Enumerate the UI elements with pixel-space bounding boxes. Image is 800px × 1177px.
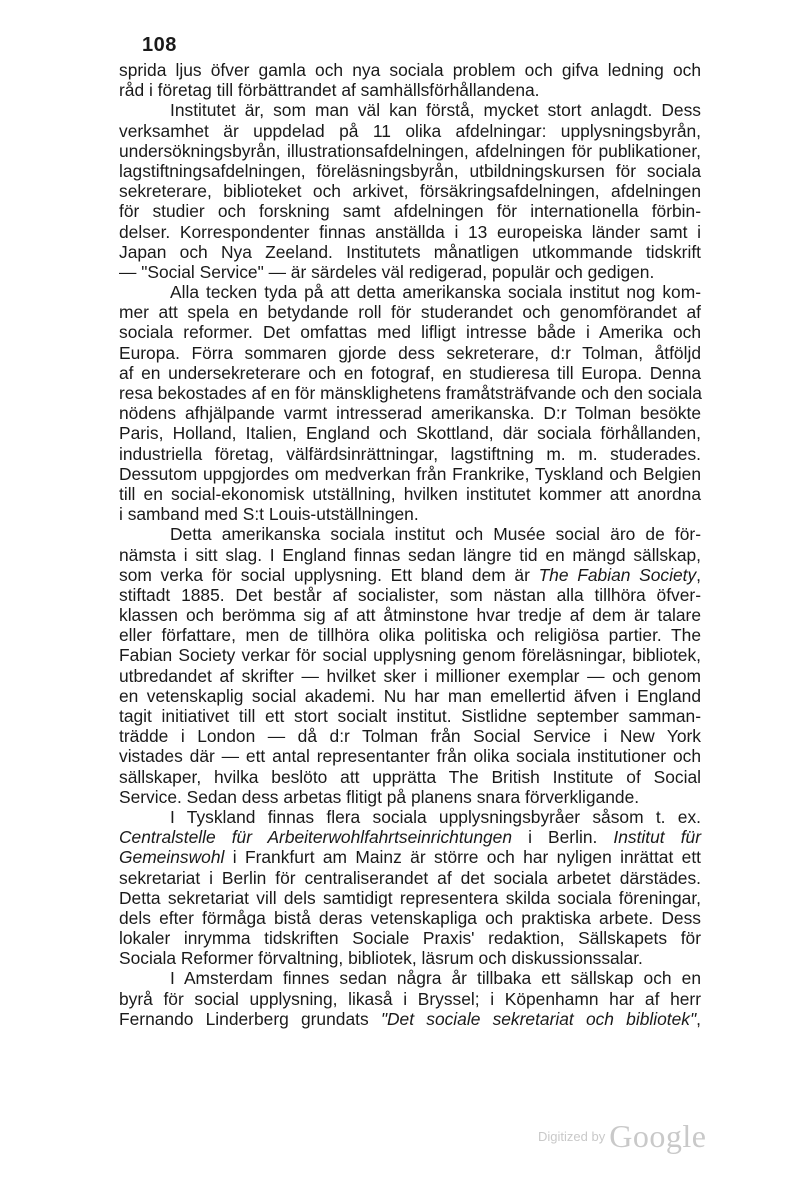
line-text: nämsta i sitt slag. I England finnas sedan längre tid en mängd sällskap, <box>119 544 701 565</box>
line-italic-text: "Det sociale sekretariat och bibliotek" <box>380 1008 697 1029</box>
line-text: råd i företag till förbättrandet af samhällsförhållandena. <box>119 80 540 101</box>
line-italic-text: The Fabian Society <box>538 564 697 585</box>
text-line <box>119 868 701 888</box>
text-line <box>119 282 701 302</box>
line-text: — "Social Service" — är särdeles väl redigerad, populär och gedigen. <box>119 261 655 282</box>
text-line <box>119 423 701 443</box>
line-text: sekreterare, biblioteket och arkivet, försäkringsafdelningen, afdelningen <box>119 181 701 202</box>
text-line <box>119 625 701 645</box>
line-text: Europa. Förra sommaren gjorde dess sekreterare, d:r Tolman, åtföljd <box>119 342 701 363</box>
line-text-after: , <box>696 564 701 585</box>
text-line <box>119 726 701 746</box>
text-line <box>119 343 701 363</box>
line-text: sällskaper, hvilka beslöto att upprätta The British Institute of Social <box>119 766 701 787</box>
line-text: I Amsterdam finnes sedan några år tillbaka ett sällskap och en <box>170 968 701 989</box>
text-line <box>119 767 701 787</box>
line-text: för studier och forskning samt afdelningen för internationella förbin- <box>119 201 701 222</box>
text-line <box>119 686 701 706</box>
line-text: Japan och Nya Zeeland. Institutets månatligen utkommande tidskrift <box>119 241 701 262</box>
text-line <box>119 645 701 665</box>
page-number: 108 <box>142 34 177 56</box>
line-text: resa bekostades af en för mänsklighetens framåtsträfvande och den sociala <box>119 383 702 403</box>
text-line <box>119 121 701 141</box>
text-line <box>119 262 701 282</box>
text-line <box>119 565 701 585</box>
text-line <box>119 403 701 423</box>
line-text-after: i Frankfurt am Mainz är större och har nyligen inrättat ett <box>224 847 701 868</box>
line-text: sekretariat i Berlin för centraliserandet af det sociala arbetet därstädes. <box>119 867 701 888</box>
text-line <box>119 545 701 565</box>
line-text: Detta sekretariat vill dels samtidigt representera skilda sociala föreningar, <box>119 887 701 908</box>
text-line <box>119 1009 701 1029</box>
line-text: sociala reformer. Det omfattas med lifligt intresse både i Amerika och <box>119 322 701 343</box>
line-text: Alla tecken tyda på att detta amerikanska sociala institut nog kom- <box>170 282 701 303</box>
line-text: verksamhet är uppdelad på 11 olika afdelningar: upplysningsbyrån, <box>119 120 701 141</box>
line-text: utbredandet af skrifter — hvilket sker i millioner exemplar — och genom <box>119 665 701 686</box>
line-text: delser. Korrespondenter finnas anställda i 13 europeiska länder samt i <box>119 221 701 242</box>
line-text: I Tyskland finnas flera sociala upplysningsbyråer såsom t. ex. <box>170 806 701 827</box>
line-text: klassen och berömma sig af att åtminstone hvar tredje af dem är talare <box>119 605 701 626</box>
line-text: trädde i London — då d:r Tolman från Social Service i New York <box>119 726 701 747</box>
text-line <box>119 464 701 484</box>
text-line <box>119 80 701 100</box>
line-text: industriella företag, välfärdsinrättningar, lagstiftning m. m. studerades. <box>119 443 701 464</box>
line-text: Fernando Linderberg grundats <box>119 1008 381 1029</box>
text-line <box>119 181 701 201</box>
text-line <box>119 807 701 827</box>
text-line <box>119 585 701 605</box>
text-line <box>119 141 701 161</box>
text-line <box>119 222 701 242</box>
line-text: vistades där — ett antal representanter från olika sociala institutioner och <box>119 746 701 767</box>
text-line <box>119 948 701 968</box>
line-text: Institutet är, som man väl kan förstå, mycket stort anlagdt. Dess <box>170 100 701 121</box>
line-text: mer att spela en betydande roll för studerandet och genomförandet af <box>119 302 701 323</box>
text-line <box>119 827 701 847</box>
line-text: undersökningsbyrån, illustrationsafdelningen, afdelningen för publikationer, <box>119 140 701 161</box>
line-text: Dessutom uppgjordes om medverkan från Frankrike, Tyskland och Belgien <box>119 463 701 484</box>
digitized-by-google-watermark <box>538 1118 718 1158</box>
line-text: i samband med S:t Louis-utställningen. <box>119 504 419 525</box>
line-text: lokaler inrymma tidskriften Sociale Praxis' redaktion, Sällskapets för <box>119 928 701 949</box>
text-line <box>119 363 701 383</box>
line-text: lagstiftningsafdelningen, föreläsningsbyrån, utbildningskursen för sociala <box>119 160 701 181</box>
watermark-prefix: Digitized by <box>538 1129 606 1144</box>
text-line <box>119 504 701 524</box>
line-text: af en undersekreterare och en fotograf, en studieresa till Europa. Denna <box>119 362 701 383</box>
line-text: till en social-ekonomisk utställning, hvilken institutet kommer att anordna <box>119 483 701 504</box>
line-text: Paris, Holland, Italien, England och Skottland, där sociala förhållanden, <box>119 423 701 444</box>
text-line <box>119 444 701 464</box>
text-line <box>119 908 701 928</box>
line-text: Sociala Reformer förvaltning, bibliotek, läsrum och diskussionssalar. <box>119 948 643 969</box>
line-text: tagit initiativet till ett stort socialt institut. Sistlidne september samman- <box>119 706 701 726</box>
text-line <box>119 888 701 908</box>
google-logo: Google <box>609 1118 707 1154</box>
text-line <box>119 100 701 120</box>
line-italic-text: Gemeinswohl <box>119 847 225 868</box>
text-line <box>119 524 701 544</box>
text-line <box>119 322 701 342</box>
line-text: dels efter förmåga bistå deras vetenskapliga och praktiska arbete. Dess <box>119 907 701 928</box>
text-line <box>119 928 701 948</box>
line-text: byrå för social upplysning, likaså i Bryssel; i Köpenhamn har af herr <box>119 988 701 1009</box>
text-line <box>119 847 701 867</box>
text-line <box>119 746 701 766</box>
text-line <box>119 242 701 262</box>
text-line <box>119 383 701 403</box>
body-text <box>119 60 701 1029</box>
text-line <box>119 989 701 1009</box>
text-line <box>119 484 701 504</box>
line-text: eller författare, men de tillhöra olika politiska och religiösa partier. The <box>119 625 701 646</box>
line-italic-text: Centralstelle für Arbeiterwohlfahrtseinrichtungen <box>119 827 513 848</box>
text-line <box>119 60 701 80</box>
line-text: en vetenskaplig social akademi. Nu har man emellertid äfven i England <box>119 685 701 706</box>
line-text-after: i Berlin. <box>512 827 614 848</box>
line-text: Service. Sedan dess arbetas flitigt på planens snara förverkligande. <box>119 786 640 807</box>
line-text: som verka för social upplysning. Ett bland dem är <box>119 564 539 585</box>
text-line <box>119 968 701 988</box>
line-text: Fabian Society verkar för social upplysning genom föreläsningar, bibliotek, <box>119 645 701 666</box>
line-text: stiftadt 1885. Det består af socialister, som nästan alla tillhöra öfver- <box>119 584 701 605</box>
line-italic-text: Institut für <box>613 827 702 848</box>
text-line <box>119 161 701 181</box>
line-text-after: , <box>696 1008 701 1029</box>
line-text: Detta amerikanska sociala institut och Musée social äro de för- <box>170 524 701 545</box>
text-line <box>119 666 701 686</box>
text-line <box>119 201 701 221</box>
text-line <box>119 302 701 322</box>
text-line <box>119 605 701 625</box>
line-text: nödens afhjälpande varmt intresserad amerikanska. D:r Tolman besökte <box>119 403 701 424</box>
text-line <box>119 706 701 726</box>
line-text: sprida ljus öfver gamla och nya sociala problem och gifva ledning och <box>119 60 701 80</box>
text-line <box>119 787 701 807</box>
